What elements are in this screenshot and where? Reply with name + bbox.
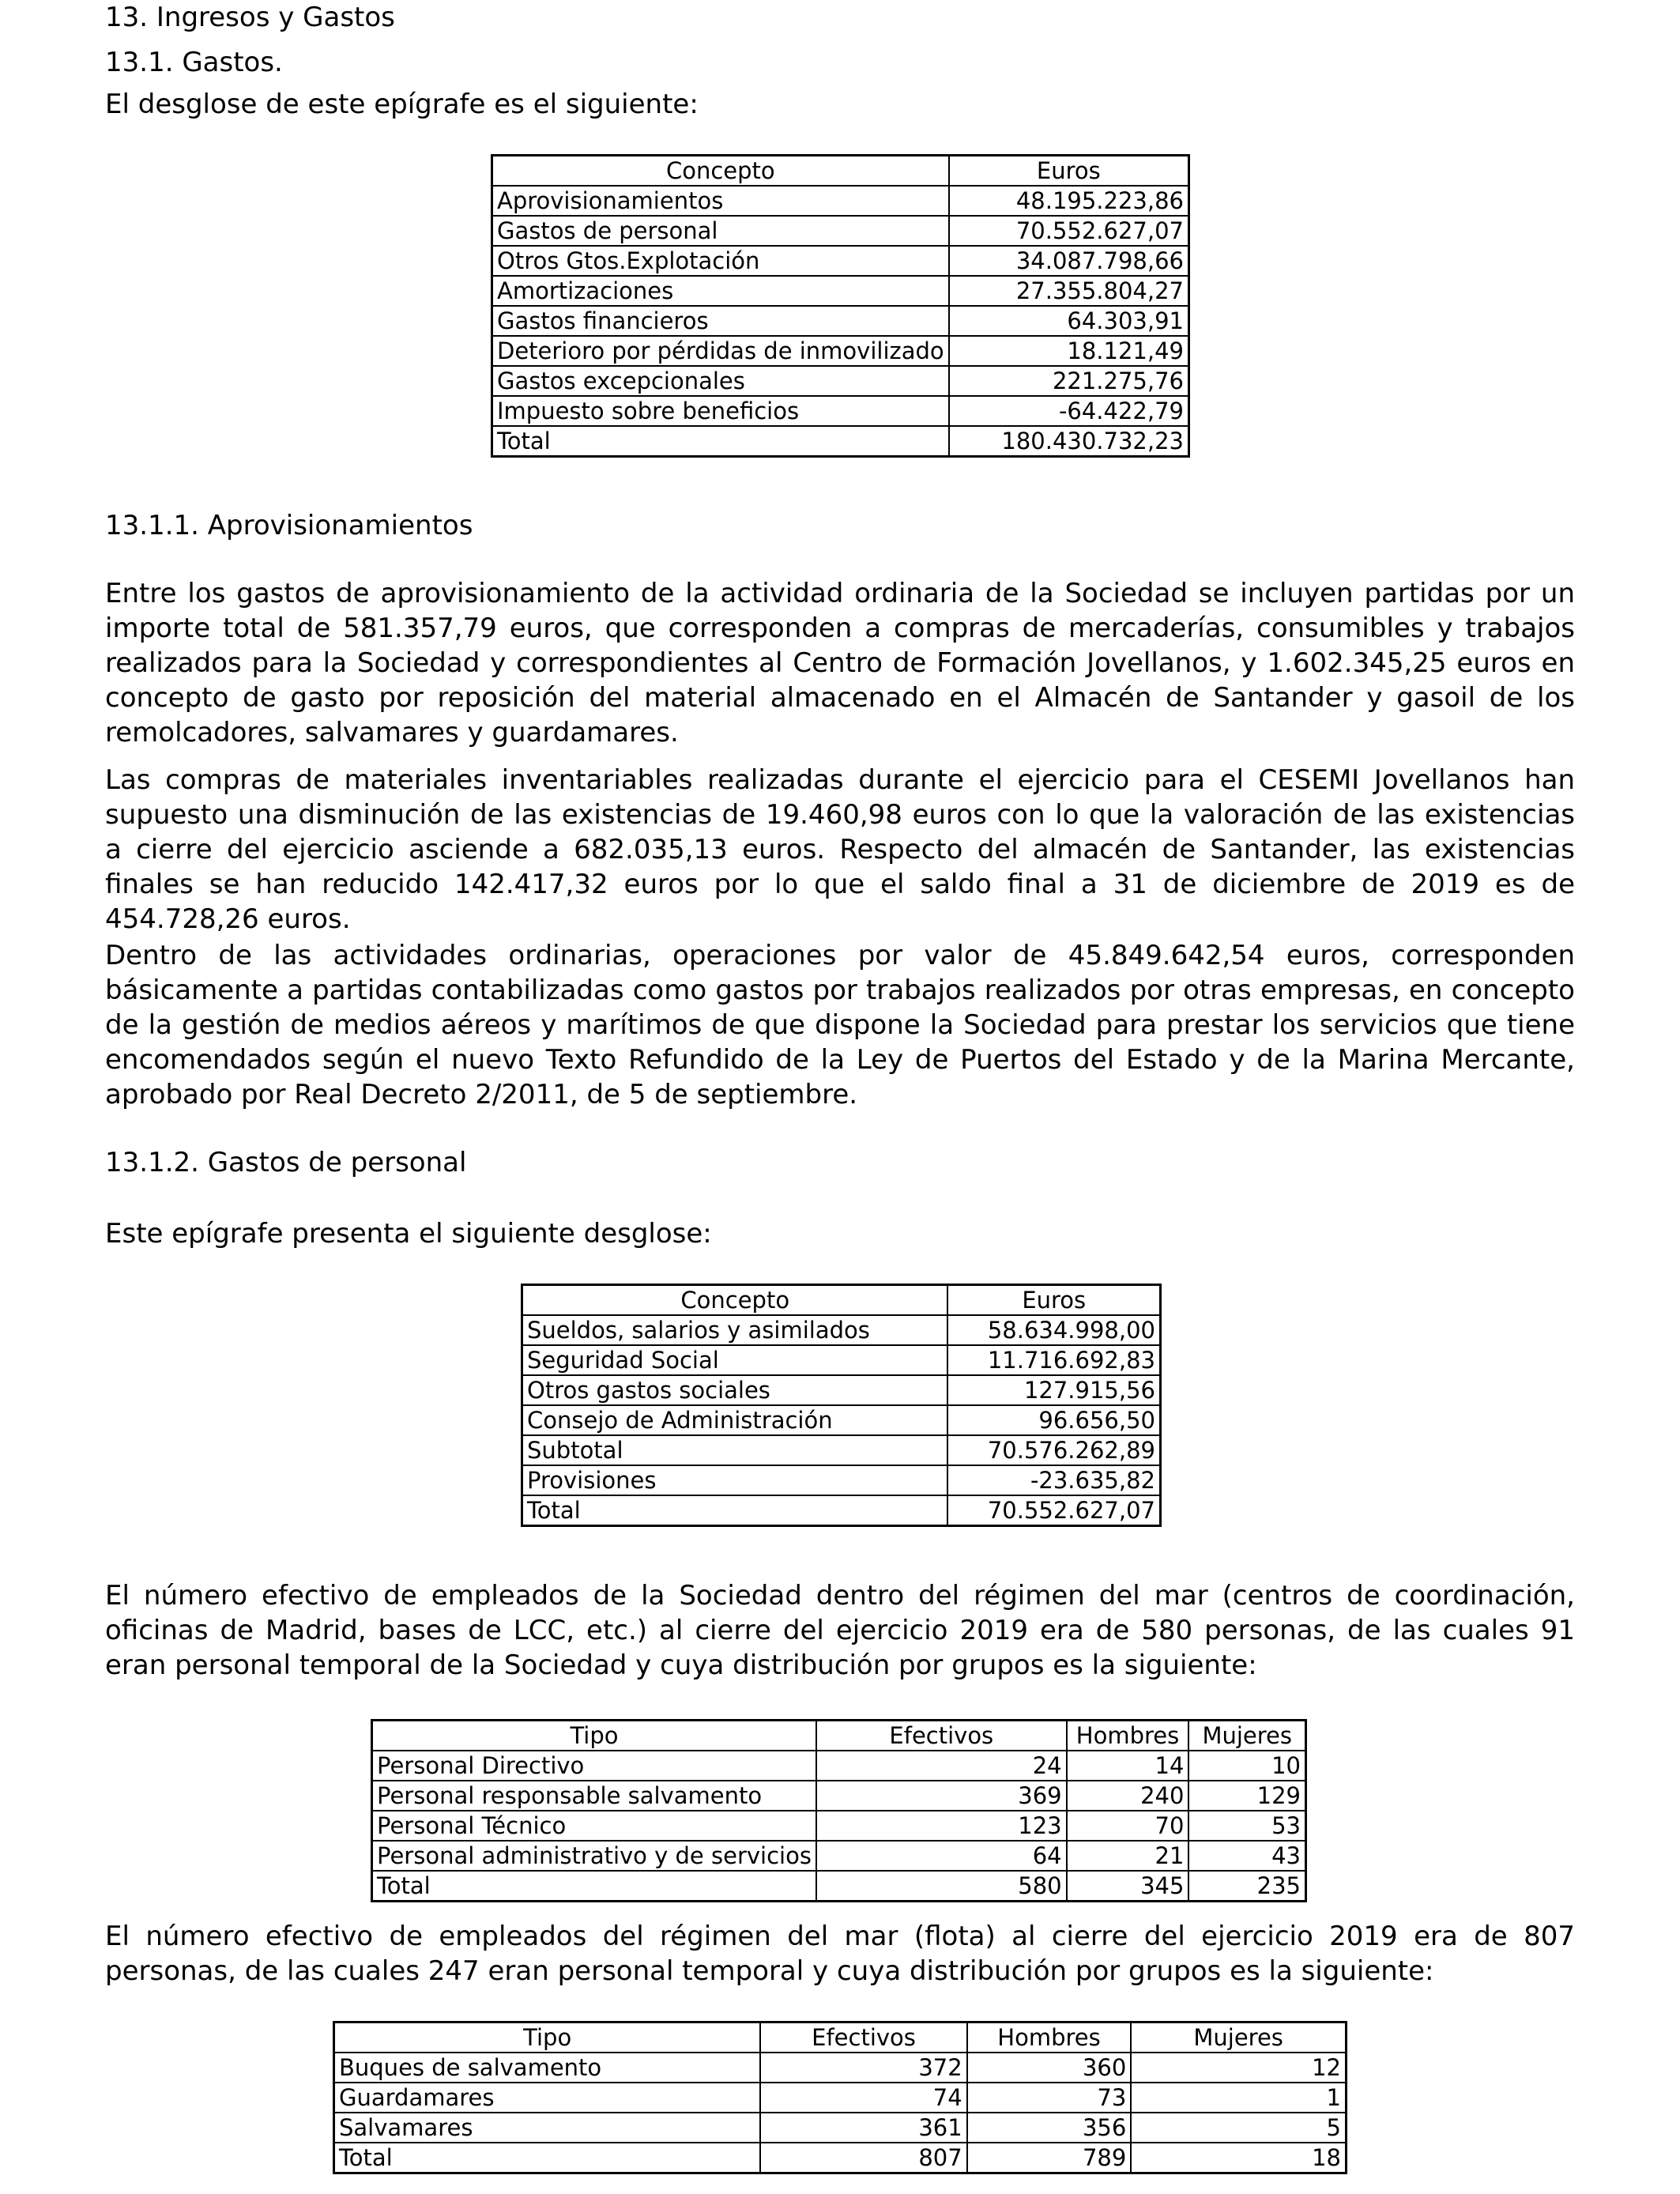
table-header-row [334,2022,1347,2053]
column-header: Mujeres [1188,1721,1305,1751]
table-cell: 58.634.998,00 [947,1315,1160,1345]
table-cell: 10 [1188,1751,1305,1781]
table-cell: 807 [760,2143,966,2173]
column-header: Efectivos [760,2022,966,2053]
table-cell: 1 [1131,2083,1346,2113]
table-row [522,1465,1161,1495]
column-header: Euros [947,1285,1160,1316]
table-cell: 70.552.627,07 [947,1495,1160,1526]
table-cell: 64.303,91 [949,306,1189,336]
table-cell: 73 [967,2083,1132,2113]
table-row [334,2113,1347,2143]
table-cell: 235 [1188,1871,1305,1902]
table-cell: 14 [1067,1751,1189,1781]
column-header: Hombres [1067,1721,1189,1751]
table-row [372,1781,1306,1811]
table-cell: 70.576.262,89 [947,1435,1160,1465]
table-cell: Personal Directivo [372,1751,816,1781]
table-cell: 34.087.798,66 [949,246,1189,276]
column-header: Hombres [967,2022,1132,2053]
table-cell: Subtotal [522,1435,948,1465]
table-cell: 129 [1188,1781,1305,1811]
table-cell: Buques de salvamento [334,2053,761,2083]
table-cell: Otros gastos sociales [522,1375,948,1405]
table-cell: Provisiones [522,1465,948,1495]
table-cell: 372 [760,2053,966,2083]
table-cell: Amortizaciones [492,276,949,306]
table-cell: 361 [760,2113,966,2143]
table-row [334,2083,1347,2113]
table-cell: 580 [816,1871,1067,1902]
table-cell: Total [522,1495,948,1526]
section-heading-13-1-2: 13.1.2. Gastos de personal [105,1147,467,1178]
table-row [492,216,1189,246]
table-row [492,336,1189,366]
table-cell: 24 [816,1751,1067,1781]
table-header-row [522,1285,1161,1316]
table-cell: Impuesto sobre beneficios [492,396,949,426]
table-cell: 180.430.732,23 [949,426,1189,457]
table-cell: 240 [1067,1781,1189,1811]
table-cell: 48.195.223,86 [949,186,1189,216]
table-row [522,1405,1161,1435]
table-total-row [372,1871,1306,1902]
column-header: Concepto [492,156,949,187]
table-total-row [334,2143,1347,2173]
intro-text: El desglose de este epígrafe es el siguiente: [105,89,699,120]
table-cell: 21 [1067,1841,1189,1871]
section-heading-13: 13. Ingresos y Gastos [105,2,395,33]
table-total-row [492,426,1189,457]
table-cell: 345 [1067,1871,1189,1902]
table-cell: Gastos de personal [492,216,949,246]
table-cell: 70 [1067,1811,1189,1841]
table-cell: Deterioro por pérdidas de inmovilizado [492,336,949,366]
table-row [522,1345,1161,1375]
gastos-personal-table [521,1284,1162,1527]
table-cell: 127.915,56 [947,1375,1160,1405]
section-heading-13-1-1: 13.1.1. Aprovisionamientos [105,510,473,541]
column-header: Mujeres [1131,2022,1346,2053]
table-cell: 369 [816,1781,1067,1811]
paragraph-empleados-flota: El número efectivo de empleados del régimen del mar (flota) al cierre del ejercicio 2019 era de 807 personas, de las cuales 247 eran personal temporal y cuya distribución por grupos es la siguiente: [105,1921,1575,1987]
empleados-table [371,1719,1307,1902]
table-cell: -64.422,79 [949,396,1189,426]
table-cell: 11.716.692,83 [947,1345,1160,1375]
table-cell: Sueldos, salarios y asimilados [522,1315,948,1345]
table-row [372,1751,1306,1781]
table-cell: Personal Técnico [372,1811,816,1841]
table-row [492,246,1189,276]
table-header-row [492,156,1189,187]
table-row [522,1315,1161,1345]
column-header: Tipo [372,1721,816,1751]
table-row [492,366,1189,396]
table-cell: Total [334,2143,761,2173]
paragraph-aprovisionamientos-3: Dentro de las actividades ordinarias, operaciones por valor de 45.849.642,54 euros, corresponden básicamente a partidas contabilizadas como gastos por trabajos realizados por otras empresas, en concepto de la gestión de medios aéreos y marítimos de que dispone la Sociedad para prestar los servicios que tiene encomendados según el nuevo Texto Refundido de la Ley de Puertos del Estado y de la Marina Mercante, aprobado por Real Decreto 2/2011, de 5 de septiembre. [105,940,1575,1110]
table-cell: 43 [1188,1841,1305,1871]
table-cell: Aprovisionamientos [492,186,949,216]
intro-text-personal: Este epígrafe presenta el siguiente desglose: [105,1218,712,1250]
table-cell: Total [492,426,949,457]
column-header: Euros [949,156,1189,187]
table-row [522,1375,1161,1405]
table-cell: 74 [760,2083,966,2113]
table-cell: 18 [1131,2143,1346,2173]
table-cell: Otros Gtos.Explotación [492,246,949,276]
gastos-table [491,154,1190,458]
paragraph-empleados-mar: El número efectivo de empleados de la Sociedad dentro del régimen del mar (centros de coordinación, oficinas de Madrid, bases de LCC, etc.) al cierre del ejercicio 2019 era de 580 personas, de las cuales 91 eran personal temporal de la Sociedad y cuya distribución por grupos es la siguiente: [105,1580,1575,1681]
table-row [522,1435,1161,1465]
flota-table [333,2021,1347,2174]
table-cell: 70.552.627,07 [949,216,1189,246]
table-cell: 18.121,49 [949,336,1189,366]
table-cell: 12 [1131,2053,1346,2083]
table-cell: 53 [1188,1811,1305,1841]
table-cell: 27.355.804,27 [949,276,1189,306]
table-cell: 64 [816,1841,1067,1871]
table-cell: Gastos financieros [492,306,949,336]
table-row [492,396,1189,426]
section-heading-13-1: 13.1. Gastos. [105,47,283,78]
column-header: Efectivos [816,1721,1067,1751]
table-cell: Total [372,1871,816,1902]
table-total-row [522,1495,1161,1526]
table-cell: 5 [1131,2113,1346,2143]
table-cell: 360 [967,2053,1132,2083]
column-header: Tipo [334,2022,761,2053]
table-cell: 356 [967,2113,1132,2143]
table-row [372,1841,1306,1871]
table-cell: Salvamares [334,2113,761,2143]
paragraph-aprovisionamientos-2: Las compras de materiales inventariables realizadas durante el ejercicio para el CESEMI Jovellanos han supuesto una disminución de las existencias de 19.460,98 euros con lo que la valoración de las existencias a cierre del ejercicio asciende a 682.035,13 euros. Respecto del almacén de Santander, las existencias finales se han reducido 142.417,32 euros por lo que el saldo final a 31 de diciembre de 2019 es de 454.728,26 euros. [105,764,1575,935]
paragraph-aprovisionamientos-1: Entre los gastos de aprovisionamiento de la actividad ordinaria de la Sociedad se incluyen partidas por un importe total de 581.357,79 euros, que corresponden a compras de mercaderías, consumibles y trabajos realizados para la Sociedad y correspondientes al Centro de Formación Jovellanos, y 1.602.345,25 euros en concepto de gasto por reposición del material almacenado en el Almacén de Santander y gasoil de los remolcadores, salvamares y guardamares. [105,578,1575,748]
table-cell: 789 [967,2143,1132,2173]
table-cell: Personal administrativo y de servicios [372,1841,816,1871]
table-cell: Consejo de Administración [522,1405,948,1435]
table-cell: -23.635,82 [947,1465,1160,1495]
table-cell: Personal responsable salvamento [372,1781,816,1811]
table-cell: 123 [816,1811,1067,1841]
table-row [334,2053,1347,2083]
column-header: Concepto [522,1285,948,1316]
table-cell: 221.275,76 [949,366,1189,396]
table-row [492,186,1189,216]
table-cell: Gastos excepcionales [492,366,949,396]
table-row [492,306,1189,336]
table-row [492,276,1189,306]
table-cell: Seguridad Social [522,1345,948,1375]
table-header-row [372,1721,1306,1751]
table-cell: 96.656,50 [947,1405,1160,1435]
table-cell: Guardamares [334,2083,761,2113]
table-row [372,1811,1306,1841]
